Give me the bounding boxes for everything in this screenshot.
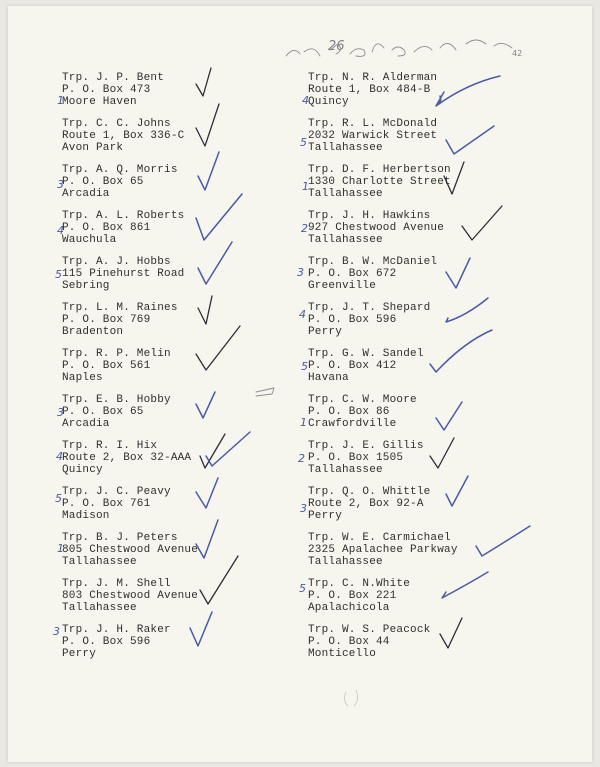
trooper-name: Trp. R. P. Melin [62, 348, 171, 360]
street-address: Route 1, Box 336-C [62, 130, 185, 142]
trooper-name: Trp. C. W. Moore [308, 394, 417, 406]
street-address: P. O. Box 672 [308, 268, 397, 280]
city: Tallahassee [308, 556, 383, 568]
margin-numeral: 5 [300, 136, 307, 149]
city: Tallahassee [308, 234, 383, 246]
street-address: 1330 Charlotte Street [308, 176, 451, 188]
city: Monticello [308, 648, 377, 660]
city: Tallahassee [308, 188, 383, 200]
city: Apalachicola [308, 602, 390, 614]
trooper-name: Trp. N. R. Alderman [308, 72, 438, 84]
city: Sebring [62, 280, 110, 292]
street-address: 115 Pinehurst Road [62, 268, 185, 280]
street-address: P. O. Box 412 [308, 360, 397, 372]
trooper-name: Trp. J. M. Shell [62, 578, 171, 590]
city: Madison [62, 510, 110, 522]
address-entry [62, 440, 292, 476]
trooper-name: Trp. R. L. McDonald [308, 118, 438, 130]
address-entry [308, 486, 538, 522]
address-entry [62, 210, 292, 246]
margin-numeral: 4 [299, 308, 306, 321]
margin-numeral: 1 [57, 94, 64, 107]
margin-numeral: 2 [301, 222, 308, 235]
address-entry [62, 118, 292, 154]
address-entry [62, 394, 292, 430]
trooper-name: Trp. B. W. McDaniel [308, 256, 438, 268]
trooper-name: Trp. J. H. Hawkins [308, 210, 431, 222]
address-entry [62, 532, 292, 568]
margin-numeral: 5 [55, 268, 62, 281]
margin-numeral: 1 [300, 416, 307, 429]
street-address: P. O. Box 65 [62, 406, 144, 418]
address-entry [308, 348, 538, 384]
address-entry [308, 256, 538, 292]
address-entry [308, 164, 538, 200]
address-entry [62, 348, 292, 384]
street-address: Route 2, Box 92-A [308, 498, 424, 510]
city: Quincy [308, 96, 349, 108]
street-address: Route 2, Box 32-AAA [62, 452, 192, 464]
address-entry [308, 624, 538, 660]
margin-numeral: 5 [301, 360, 308, 373]
address-entry [62, 578, 292, 614]
margin-numeral: 3 [57, 178, 64, 191]
margin-numeral: 4 [57, 224, 64, 237]
city: Avon Park [62, 142, 124, 154]
city: Crawfordville [308, 418, 397, 430]
margin-numeral: 3 [297, 266, 304, 279]
city: Perry [308, 510, 343, 522]
street-address: Route 1, Box 484-B [308, 84, 431, 96]
city: Perry [62, 648, 97, 660]
street-address: P. O. Box 86 [308, 406, 390, 418]
address-entry [308, 394, 538, 430]
address-entry [62, 624, 292, 660]
city: Tallahassee [308, 464, 383, 476]
margin-numeral: 5 [299, 582, 306, 595]
city: Greenville [308, 280, 377, 292]
trooper-name: Trp. J. T. Shepard [308, 302, 431, 314]
street-address: 803 Chestwood Avenue [62, 590, 199, 602]
trooper-name: Trp. J. C. Peavy [62, 486, 171, 498]
address-entry [62, 302, 292, 338]
address-entry [308, 532, 538, 568]
address-entry [308, 578, 538, 614]
address-entry [62, 256, 292, 292]
trooper-name: Trp. Q. O. Whittle [308, 486, 431, 498]
margin-numeral: 1 [57, 542, 64, 555]
margin-numeral: 4 [56, 450, 63, 463]
city: Tallahassee [308, 142, 383, 154]
trooper-name: Trp. J. E. Gillis [308, 440, 424, 452]
street-address: 2325 Apalachee Parkway [308, 544, 458, 556]
street-address: P. O. Box 769 [62, 314, 151, 326]
margin-numeral: 3 [53, 625, 60, 638]
trooper-name: Trp. J. H. Raker [62, 624, 171, 636]
address-entry [308, 210, 538, 246]
margin-numeral: 5 [55, 492, 62, 505]
trooper-name: Trp. A. J. Hobbs [62, 256, 171, 268]
trooper-name: Trp. A. Q. Morris [62, 164, 178, 176]
margin-numeral: 2 [298, 452, 305, 465]
address-entry [62, 486, 292, 522]
trooper-name: Trp. W. S. Peacock [308, 624, 431, 636]
street-address: P. O. Box 861 [62, 222, 151, 234]
margin-numeral: 3 [57, 406, 64, 419]
street-address: 805 Chestwood Avenue [62, 544, 199, 556]
pencil-number: 26 [328, 39, 345, 54]
street-address: P. O. Box 596 [308, 314, 397, 326]
trooper-name: Trp. C. N.White [308, 578, 411, 590]
city: Naples [62, 372, 103, 384]
address-entry [308, 118, 538, 154]
street-address: 927 Chestwood Avenue [308, 222, 445, 234]
trooper-name: Trp. C. C. Johns [62, 118, 171, 130]
address-entry [308, 72, 538, 108]
city: Tallahassee [62, 602, 137, 614]
city: Wauchula [62, 234, 117, 246]
street-address: P. O. Box 44 [308, 636, 390, 648]
street-address: P. O. Box 561 [62, 360, 151, 372]
city: Quincy [62, 464, 103, 476]
address-entry [62, 72, 292, 108]
street-address: P. O. Box 473 [62, 84, 151, 96]
street-address: P. O. Box 221 [308, 590, 397, 602]
margin-numeral: 1 [302, 180, 309, 193]
street-address: P. O. Box 596 [62, 636, 151, 648]
trooper-name: Trp. L. M. Raines [62, 302, 178, 314]
trooper-name: Trp. E. B. Hobby [62, 394, 171, 406]
street-address: P. O. Box 1505 [308, 452, 404, 464]
street-address: 2032 Warwick Street [308, 130, 438, 142]
city: Moore Haven [62, 96, 137, 108]
trooper-name: Trp. D. F. Herbertson [308, 164, 451, 176]
city: Havana [308, 372, 349, 384]
city: Arcadia [62, 418, 110, 430]
address-entry [308, 440, 538, 476]
trooper-name: Trp. R. I. Hix [62, 440, 158, 452]
city: Tallahassee [62, 556, 137, 568]
trooper-name: Trp. B. J. Peters [62, 532, 178, 544]
trooper-name: Trp. W. E. Carmichael [308, 532, 451, 544]
street-address: P. O. Box 761 [62, 498, 151, 510]
city: Bradenton [62, 326, 124, 338]
margin-numeral: 4 [302, 94, 309, 107]
street-address: P. O. Box 65 [62, 176, 144, 188]
city: Arcadia [62, 188, 110, 200]
trooper-name: Trp. A. L. Roberts [62, 210, 185, 222]
address-entry [308, 302, 538, 338]
city: Perry [308, 326, 343, 338]
trooper-name: Trp. J. P. Bent [62, 72, 165, 84]
address-entry [62, 164, 292, 200]
margin-numeral: 3 [300, 502, 307, 515]
trooper-name: Trp. G. W. Sandel [308, 348, 424, 360]
pencil-small-number: 42 [512, 49, 523, 58]
